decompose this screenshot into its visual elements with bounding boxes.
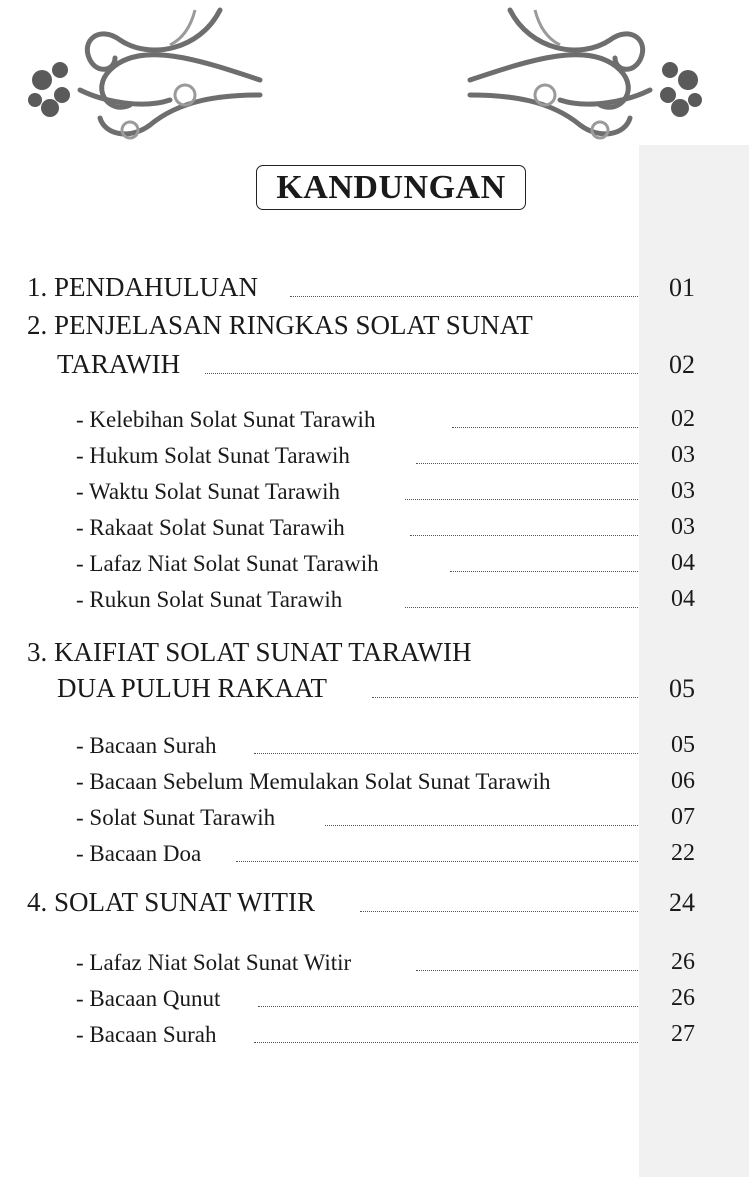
toc-page-number: 24: [669, 888, 695, 917]
toc-entry: [0, 674, 749, 704]
toc-page-number: 04: [671, 586, 695, 612]
toc-entry: [0, 730, 749, 760]
toc-entry: [0, 273, 749, 303]
dot-leader: [290, 296, 638, 297]
toc-entry-label: 3. KAIFIAT SOLAT SUNAT TARAWIH: [27, 637, 472, 667]
toc-entry-label: - Bacaan Doa: [76, 841, 202, 866]
toc-entry-label: - Solat Sunat Tarawih: [76, 805, 276, 830]
toc-entry: [0, 838, 749, 868]
floral-ornament-icon: [460, 0, 710, 150]
toc-entry-label: 1. PENDAHULUAN: [27, 272, 258, 302]
toc-entry: [0, 476, 749, 506]
toc-page-number: 01: [669, 273, 695, 302]
toc-entry-label: - Bacaan Qunut: [76, 986, 221, 1011]
dot-leader: [450, 571, 638, 572]
dot-leader: [405, 607, 638, 608]
dot-leader: [416, 463, 638, 464]
toc-page-number: 03: [671, 514, 695, 540]
toc-page-number: 26: [671, 949, 695, 975]
toc-entry: [0, 888, 749, 918]
toc-entry: [0, 802, 749, 832]
toc-page-number: 03: [671, 478, 695, 504]
toc-page-number: 02: [669, 350, 695, 379]
dot-leader: [254, 753, 638, 754]
toc-entry-label: - Kelebihan Solat Sunat Tarawih: [76, 407, 376, 432]
toc-entry-label: - Waktu Solat Sunat Tarawih: [76, 479, 340, 504]
toc-page-number: 05: [671, 732, 695, 758]
toc-entry-label: - Rukun Solat Sunat Tarawih: [76, 587, 343, 612]
toc-entry: [0, 983, 749, 1013]
toc-entry: [0, 350, 749, 380]
toc-entry: [0, 947, 749, 977]
dot-leader: [236, 861, 638, 862]
toc-entry: [0, 512, 749, 542]
toc-entry: [0, 584, 749, 614]
toc-entry-label: 4. SOLAT SUNAT WITIR: [27, 887, 316, 917]
dot-leader: [254, 1042, 638, 1043]
toc-entry-label: - Bacaan Sebelum Memulakan Solat Sunat Tarawih: [76, 769, 551, 794]
page-title: KANDUNGAN: [256, 165, 526, 210]
dot-leader: [452, 427, 638, 428]
toc-page-number: 22: [671, 840, 695, 866]
toc-page-number: 07: [671, 804, 695, 830]
dot-leader: [405, 499, 638, 500]
toc-entry: [0, 311, 749, 341]
toc-entry: [0, 766, 749, 796]
toc-entry-label: - Bacaan Surah: [76, 1022, 217, 1047]
toc-page-number: 05: [669, 674, 695, 703]
toc-entry-label: - Lafaz Niat Solat Sunat Witir: [76, 950, 352, 975]
dot-leader: [372, 697, 638, 698]
toc-entry: [0, 404, 749, 434]
toc-page-number: 04: [671, 550, 695, 576]
dot-leader: [258, 1006, 638, 1007]
toc-entry-label: TARAWIH: [57, 349, 181, 379]
toc-entry: [0, 548, 749, 578]
toc-entry: [0, 440, 749, 470]
dot-leader: [205, 373, 638, 374]
toc-entry-label: - Lafaz Niat Solat Sunat Tarawih: [76, 551, 379, 576]
toc-entry-label: - Bacaan Surah: [76, 733, 217, 758]
toc-entry-label: - Rakaat Solat Sunat Tarawih: [76, 515, 345, 540]
toc-entry: [0, 638, 749, 668]
toc-entry-label: 2. PENJELASAN RINGKAS SOLAT SUNAT: [27, 310, 533, 340]
toc-page-number: 27: [671, 1021, 695, 1047]
toc-entry: [0, 1019, 749, 1049]
toc-page-number: 03: [671, 442, 695, 468]
toc-page-number: 26: [671, 985, 695, 1011]
toc-page-number: 06: [671, 768, 695, 794]
dot-leader: [416, 970, 638, 971]
dot-leader: [325, 825, 638, 826]
dot-leader: [360, 911, 638, 912]
floral-ornament-icon: [20, 0, 270, 150]
dot-leader: [410, 535, 638, 536]
toc-entry-label: - Hukum Solat Sunat Tarawih: [76, 443, 350, 468]
toc-page-number: 02: [671, 406, 695, 432]
toc-entry-label: DUA PULUH RAKAAT: [57, 673, 328, 703]
